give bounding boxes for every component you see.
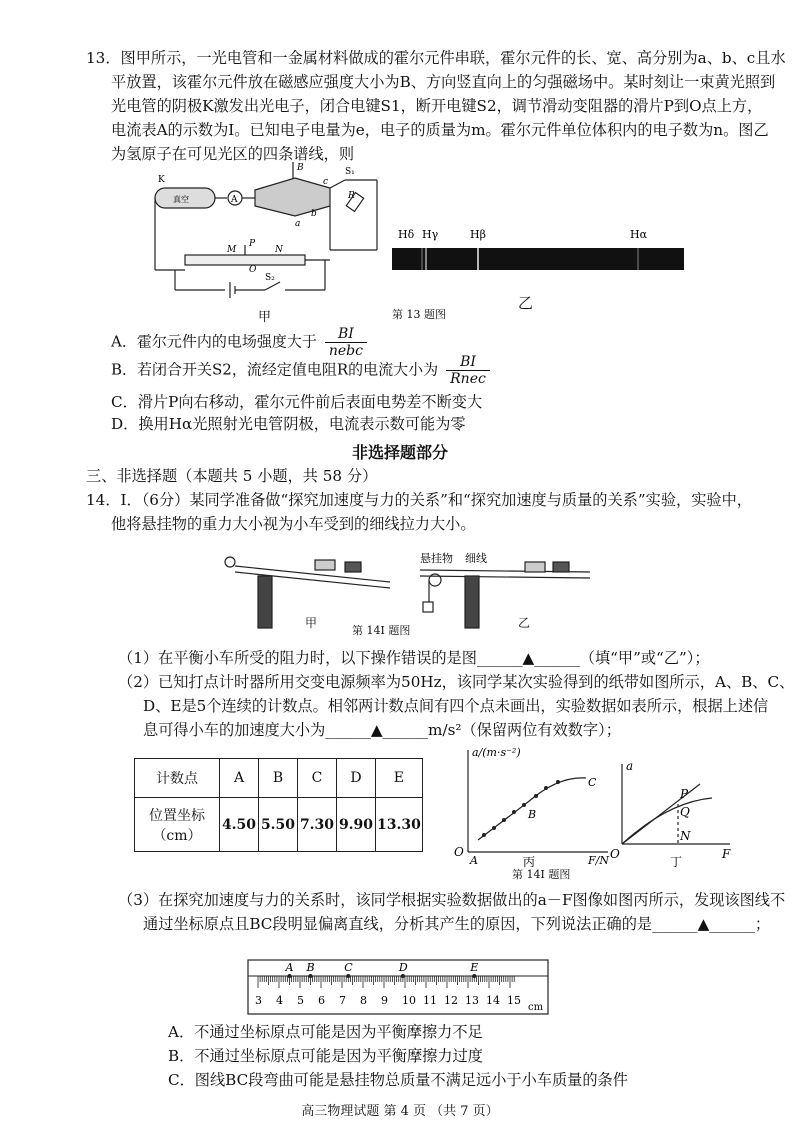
table-cell: B bbox=[259, 759, 298, 798]
q14-fig-caption: 第 14I 题图 bbox=[352, 624, 411, 637]
spectrum-label-hdelta: Hδ bbox=[398, 228, 415, 241]
q13-line-5: 为氢原子在可见光区的四条谱线，则 bbox=[111, 145, 354, 163]
ruler-number: 8 bbox=[360, 994, 367, 1007]
graph-ding-xlabel: F bbox=[722, 847, 731, 861]
circuit-label-a: a bbox=[295, 219, 301, 229]
graph-bing-point-b: B bbox=[528, 808, 537, 821]
table-cell: 4.50 bbox=[220, 798, 259, 852]
graph-ding-point-n: N bbox=[680, 829, 691, 843]
table-header-point: 计数点 bbox=[135, 759, 220, 798]
section-heading: 非选择题部分 bbox=[351, 443, 448, 462]
spectrum-label-halpha: Hα bbox=[630, 228, 648, 241]
ruler-tape-figure bbox=[244, 956, 554, 1018]
graph-ding-ylabel: a bbox=[626, 759, 634, 773]
ruler-point-dot bbox=[309, 974, 313, 978]
ruler-number: 10 bbox=[402, 994, 416, 1007]
ruler-point-label: B bbox=[306, 961, 315, 974]
q13-line-4: 电流表A的示数为I。已知电子电量为e，电子的质量为m。霍尔元件单位体积内的电子数为n。图乙 bbox=[111, 121, 769, 139]
ruler-number: 3 bbox=[255, 994, 262, 1007]
ruler-number: 4 bbox=[276, 994, 283, 1007]
table-row bbox=[135, 798, 423, 852]
q14-part-1: （1）在平衡小车所受的阻力时，以下操作错误的是图______▲______（填“甲”或“乙”）； bbox=[118, 649, 710, 667]
ruler-point-label: E bbox=[470, 961, 479, 974]
ruler-number: 7 bbox=[339, 994, 346, 1007]
q14-option-b: B．不通过坐标原点可能是因为平衡摩擦力过度 bbox=[168, 1047, 483, 1065]
q13-option-c: C．滑片P向右移动，霍尔元件前后表面电势差不断变大 bbox=[111, 393, 483, 411]
circuit-label-N: N bbox=[275, 245, 283, 255]
ruler-point-dot bbox=[346, 974, 350, 978]
table-cell: 9.90 bbox=[337, 798, 376, 852]
circuit-label-b: b bbox=[311, 209, 317, 219]
table-cell: 5.50 bbox=[259, 798, 298, 852]
q14-apparatus-figure bbox=[220, 550, 600, 630]
ruler-point-label: A bbox=[285, 961, 294, 974]
circuit-label-O: O bbox=[249, 265, 257, 275]
page-footer: 高三物理试题 第 4 页 （共 7 页） bbox=[301, 1104, 499, 1119]
ruler-point-label: D bbox=[398, 961, 408, 974]
table-cell: 7.30 bbox=[298, 798, 337, 852]
q13-fig-caption: 第 13 题图 bbox=[392, 308, 446, 321]
table-cell: E bbox=[376, 759, 423, 798]
circuit-label-A: A bbox=[231, 195, 238, 205]
circuit-label-R: R bbox=[348, 191, 355, 201]
data-table bbox=[134, 758, 423, 852]
section3-title: 三、非选择题（本题共 5 小题，共 58 分） bbox=[86, 467, 378, 485]
circuit-label-S1: S₁ bbox=[345, 167, 355, 177]
table-row bbox=[135, 759, 423, 798]
table-cell: C bbox=[298, 759, 337, 798]
graph-bing-name: 丙 bbox=[523, 855, 536, 869]
table-cell: 13.30 bbox=[376, 798, 423, 852]
table-header-position: 位置坐标 （cm） bbox=[135, 798, 220, 852]
ruler-number: 9 bbox=[381, 994, 388, 1007]
ruler-number: 14 bbox=[486, 994, 500, 1007]
graph-bing bbox=[448, 742, 618, 872]
ruler-number: 13 bbox=[465, 994, 479, 1007]
q14-option-c: C．图线BC段弯曲可能是悬挂物总质量不满足远小于小车质量的条件 bbox=[168, 1071, 628, 1089]
graph-ding-point-p: P bbox=[680, 787, 689, 801]
q14-intro-2: 他将悬挂物的重力大小视为小车受到的细线拉力大小。 bbox=[111, 515, 476, 533]
circuit-label-K: K bbox=[158, 175, 165, 185]
table-cell: A bbox=[220, 759, 259, 798]
table-cell: D bbox=[337, 759, 376, 798]
ruler-number: 5 bbox=[297, 994, 304, 1007]
graph-caption: 第 14I 题图 bbox=[512, 868, 571, 881]
circuit-label-S2: S₂ bbox=[265, 273, 275, 283]
graph-ding bbox=[608, 758, 738, 870]
label-string: 细线 bbox=[465, 552, 487, 565]
spectrum-label-hgamma: Hγ bbox=[422, 228, 439, 241]
q14-part-2a: （2）已知打点计时器所用交变电源频率为50Hz，该同学某次实验得到的纸带如图所示，A、B、C、 bbox=[118, 673, 795, 691]
graph-bing-ylabel: a/(m·s⁻²) bbox=[472, 746, 521, 759]
graph-ding-origin: O bbox=[610, 847, 620, 861]
q13-fig-yi-label: 乙 bbox=[518, 294, 534, 312]
q14-fig-yi: 乙 bbox=[518, 616, 531, 630]
q13-option-b: B．若闭合开关S2，流经定值电阻R的电流大小为 $\frac{BI}{\text{Rnec}}$ bbox=[111, 354, 490, 387]
q14-part-3a: （3）在探究加速度与力的关系时，该同学根据实验数据做出的a－F图像如图丙所示，发现该图线不 bbox=[118, 891, 786, 909]
ruler-number: 11 bbox=[423, 994, 437, 1007]
spectrum-label-hbeta: Hβ bbox=[470, 228, 486, 241]
q13-option-a: A．霍尔元件内的电场强度大于 $\frac{BI}{\text{nebc}}$ bbox=[111, 326, 367, 359]
ruler-point-dot bbox=[472, 974, 476, 978]
q14-part-2c: 息可得小车的加速度大小为______▲______m/s²（保留两位有效数字）； bbox=[143, 721, 621, 739]
graph-ding-point-q: Q bbox=[680, 805, 690, 819]
q13-spectrum-figure bbox=[390, 222, 690, 272]
ruler-number: 12 bbox=[444, 994, 458, 1007]
q13-circuit-figure bbox=[145, 160, 385, 310]
ruler-unit: cm bbox=[528, 1002, 544, 1013]
label-hanging-mass: 悬挂物 bbox=[420, 552, 453, 565]
q13-line-3: 光电管的阴极K激发出光电子，闭合电键S1，断开电键S2，调节滑动变阻器的滑片P到O点上方， bbox=[111, 97, 763, 115]
circuit-label-vacuum: 真空 bbox=[173, 195, 189, 204]
q14-part-2b: D、E是5个连续的计数点。相邻两计数点间有四个点未画出，实验数据如表所示，根据上述信 bbox=[143, 697, 769, 715]
graph-bing-point-c: C bbox=[588, 776, 597, 789]
ruler-number: 15 bbox=[507, 994, 521, 1007]
q14-part-3b: 通过坐标原点且BC段明显偏离直线，分析其产生的原因，下列说法正确的是______▲______； bbox=[143, 915, 771, 933]
ruler-point-dot bbox=[401, 974, 405, 978]
ruler-number: 6 bbox=[318, 994, 325, 1007]
q14-intro-1: 14．I．（6分）某同学准备做“探究加速度与力的关系”和“探究加速度与质量的关系”实验，实验中， bbox=[86, 491, 752, 509]
q14-fig-jia: 甲 bbox=[305, 616, 318, 630]
graph-bing-point-a: A bbox=[470, 854, 478, 867]
q13-line-1: 13．图甲所示，一光电管和一金属材料做成的霍尔元件串联，霍尔元件的长、宽、高分别为a、b、c且水 bbox=[86, 49, 786, 67]
ruler-point-dot bbox=[288, 974, 292, 978]
graph-ding-name: 丁 bbox=[670, 855, 683, 869]
q13-line-2: 平放置，该霍尔元件放在磁感应强度大小为B、方向竖直向上的匀强磁场中。某时刻让一束黄光照到 bbox=[111, 73, 776, 91]
circuit-label-P: P bbox=[249, 239, 256, 249]
circuit-label-c: c bbox=[323, 177, 329, 187]
q14-option-a: A．不通过坐标原点可能是因为平衡摩擦力不足 bbox=[168, 1023, 483, 1041]
graph-bing-xlabel: F/N bbox=[588, 854, 609, 867]
q13-fig-jia-label: 甲 bbox=[258, 310, 272, 325]
ruler-point-label: C bbox=[344, 961, 353, 974]
q13-option-d: D．换用Hα光照射光电管阴极，电流表示数可能为零 bbox=[111, 415, 466, 433]
circuit-label-M: M bbox=[227, 245, 237, 255]
graph-bing-origin: O bbox=[454, 845, 464, 859]
circuit-label-B: B bbox=[297, 163, 304, 173]
